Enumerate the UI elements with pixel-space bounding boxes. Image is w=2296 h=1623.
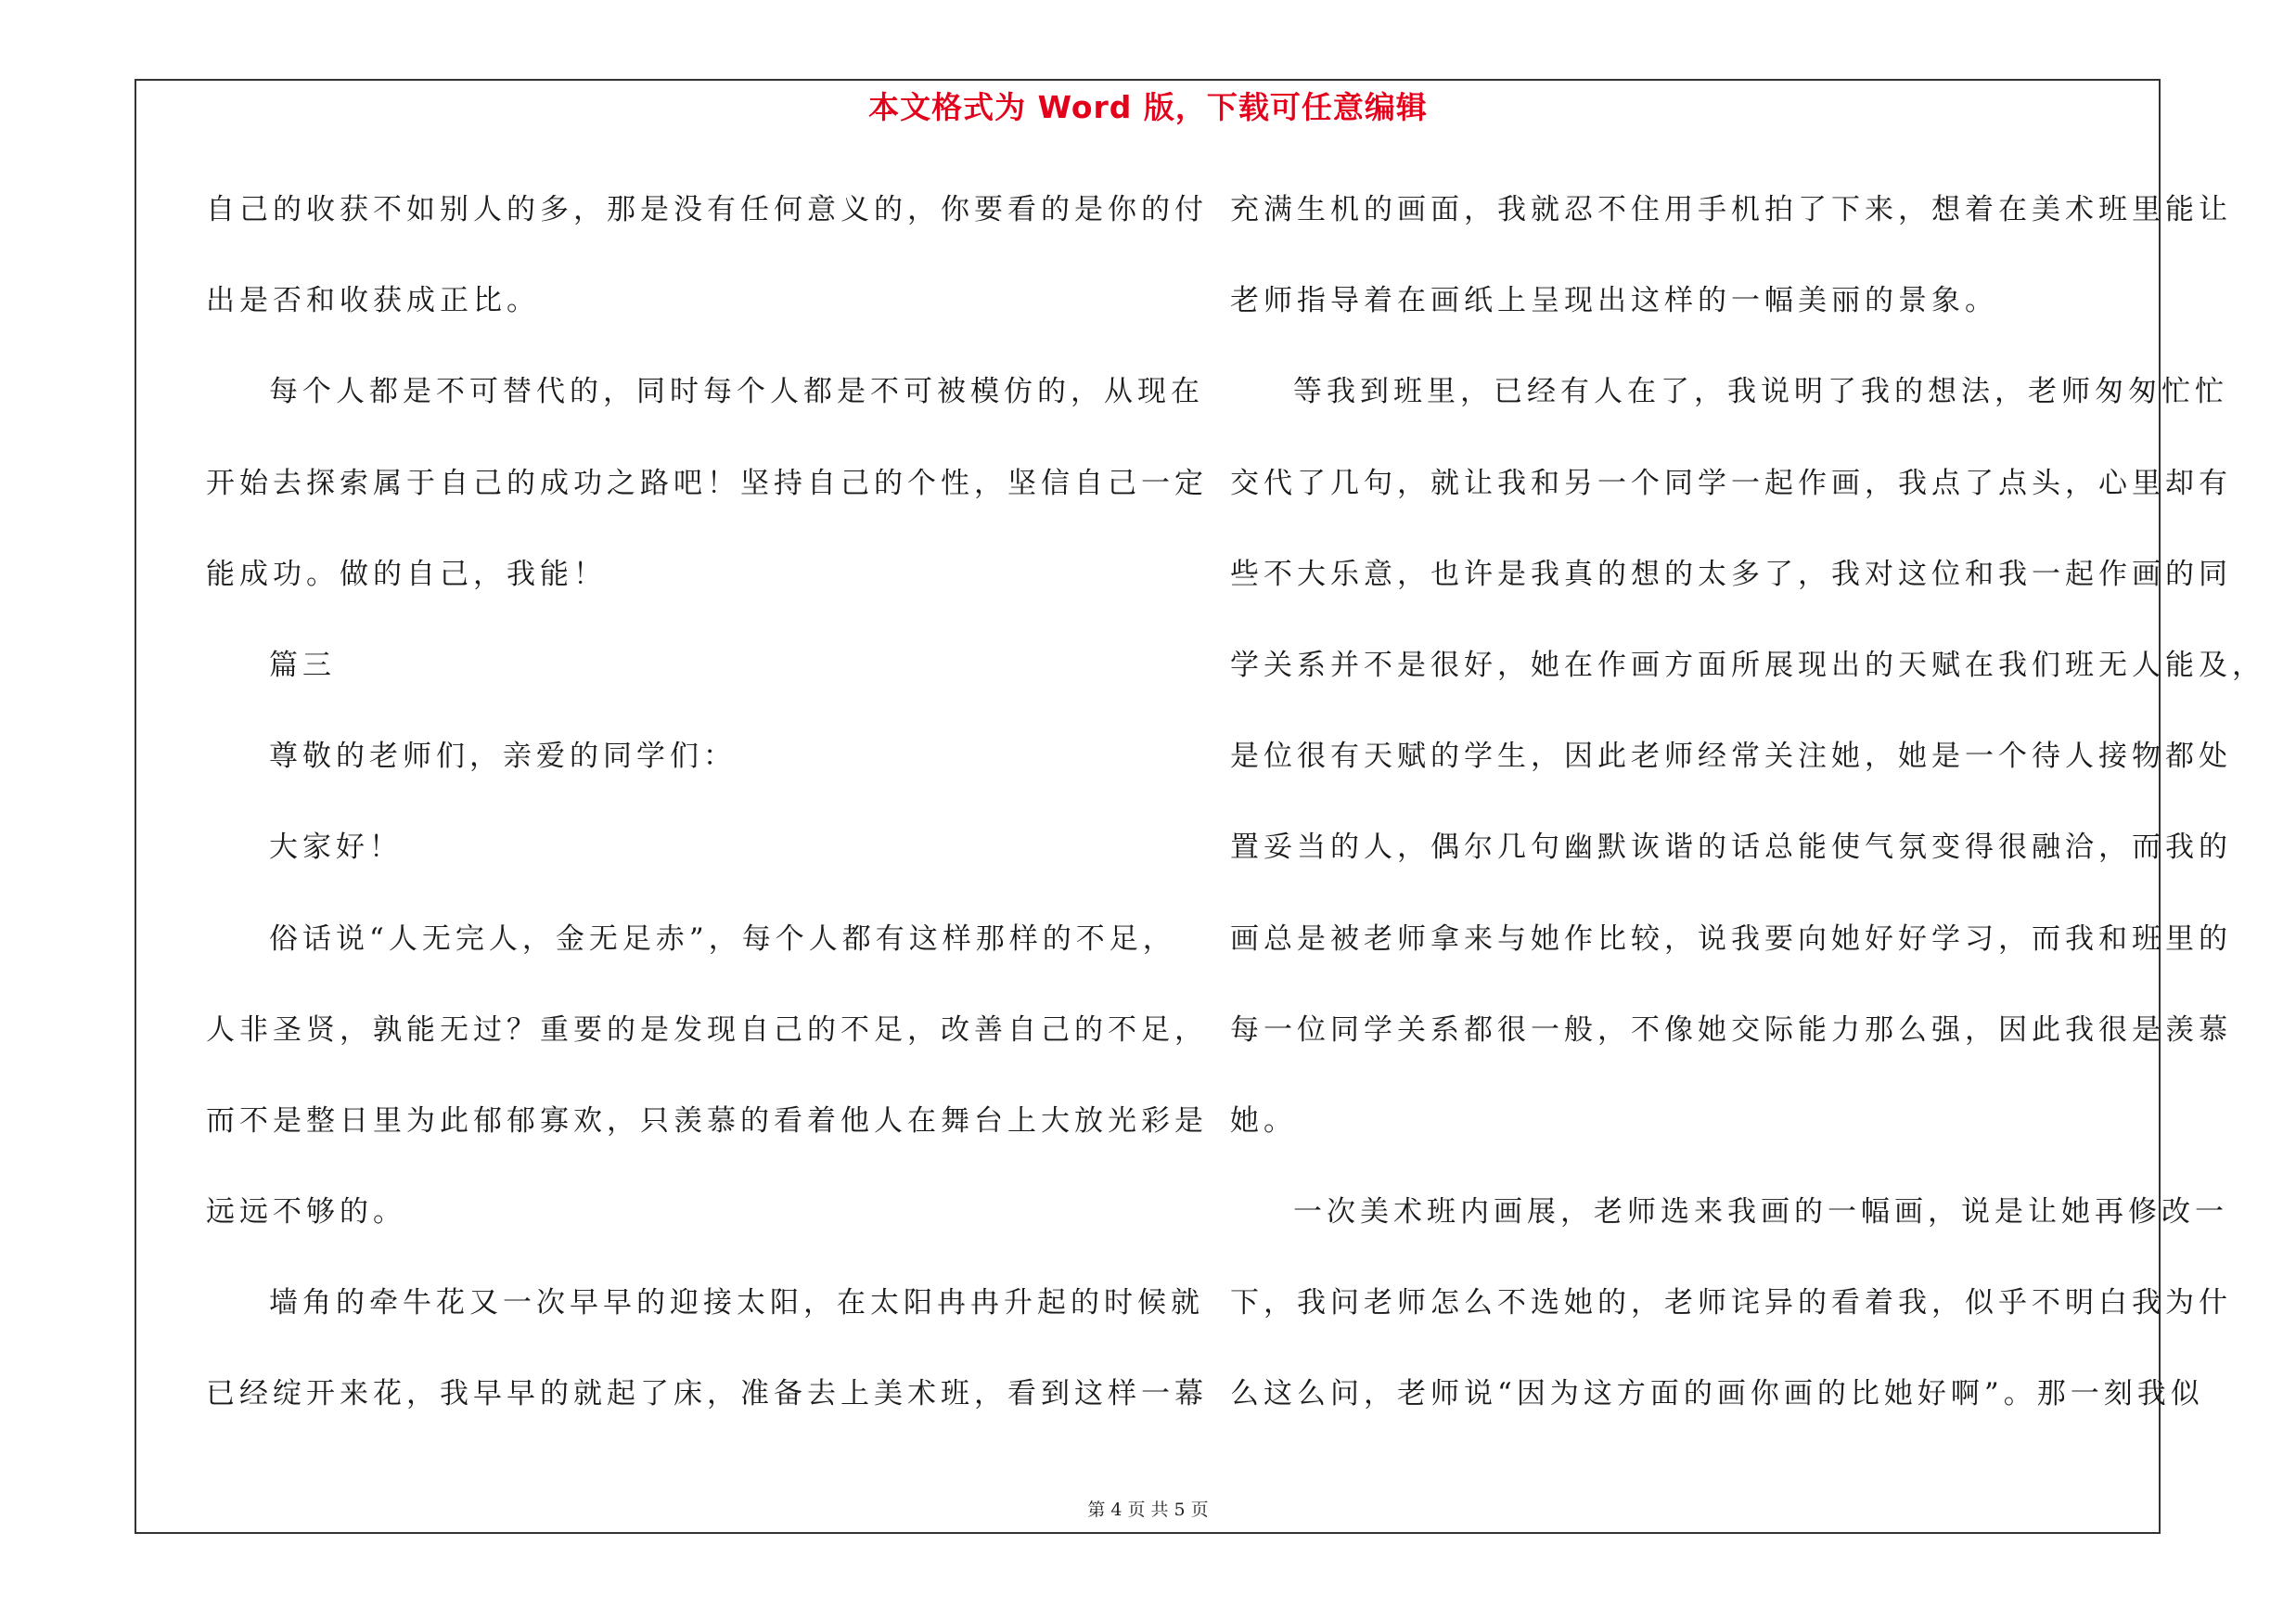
left-text-column <box>206 181 1208 1457</box>
text-line: 充满生机的画面，我就忍不住用手机拍了下来，想着在美术班里能让 <box>1230 193 2232 226</box>
text-line: 墙角的牵牛花又一次早早的迎接太阳，在太阳冉冉升起的时候就 <box>269 1286 1204 1320</box>
text-line: 每个人都是不可替代的，同时每个人都是不可被模仿的，从现在 <box>269 375 1204 409</box>
text-line: 能成功。做的自己，我能！ <box>206 557 607 591</box>
text-line: 画总是被老师拿来与她作比较，说我要向她好好学习，而我和班里的 <box>1230 921 2232 956</box>
greeting: 大家好！ <box>269 831 403 865</box>
text-line: 么这么问，老师说“因为这方面的画你画的比她好啊”。那一刻我似 <box>1230 1377 2204 1411</box>
page-number-footer: 第 4 页 共 5 页 <box>1087 1500 1209 1520</box>
section-heading: 篇三 <box>269 648 336 682</box>
text-line: 出是否和收获成正比。 <box>206 284 540 318</box>
text-line: 交代了几句，就让我和另一个同学一起作画，我点了点头，心里却有 <box>1230 466 2232 500</box>
text-line: 是位很有天赋的学生，因此老师经常关注她，她是一个待人接物都处 <box>1230 740 2232 774</box>
salutation: 尊敬的老师们，亲爱的同学们： <box>269 740 737 774</box>
text-line: 远远不够的。 <box>206 1195 406 1230</box>
text-line: 些不大乐意，也许是我真的想的太多了，我对这位和我一起作画的同 <box>1230 557 2232 591</box>
text-line: 等我到班里，已经有人在了，我说明了我的想法，老师匆匆忙忙 <box>1293 375 2228 409</box>
right-text-column <box>1230 181 2265 1457</box>
text-line: 老师指导着在画纸上呈现出这样的一幅美丽的景象。 <box>1230 284 1998 318</box>
word-format-banner: 本文格式为 Word 版，下载可任意编辑 <box>868 89 1428 125</box>
text-line: 她。 <box>1230 1103 1297 1138</box>
text-line: 一次美术班内画展，老师选来我画的一幅画，说是让她再修改一 <box>1293 1195 2228 1230</box>
text-line: 人非圣贤，孰能无过？重要的是发现自己的不足，改善自己的不足， <box>206 1012 1208 1047</box>
text-line: 俗话说“人无完人，金无足赤”，每个人都有这样那样的不足， <box>269 921 1176 956</box>
text-line: 开始去探索属于自己的成功之路吧！坚持自己的个性，坚信自己一定 <box>206 466 1208 500</box>
text-line: 每一位同学关系都很一般，不像她交际能力那么强，因此我很是羡慕 <box>1230 1012 2232 1047</box>
text-line: 自己的收获不如别人的多，那是没有任何意义的，你要看的是你的付 <box>206 193 1208 226</box>
text-line: 学关系并不是很好，她在作画方面所展现出的天赋在我们班无人能及， <box>1230 648 2265 682</box>
text-line: 而不是整日里为此郁郁寡欢，只羡慕的看着他人在舞台上大放光彩是 <box>206 1103 1208 1138</box>
text-line: 已经绽开来花，我早早的就起了床，准备去上美术班，看到这样一幕 <box>206 1377 1208 1411</box>
text-line: 下，我问老师怎么不选她的，老师诧异的看着我，似乎不明白我为什 <box>1230 1286 2232 1320</box>
text-line: 置妥当的人，偶尔几句幽默诙谐的话总能使气氛变得很融洽，而我的 <box>1230 831 2232 865</box>
